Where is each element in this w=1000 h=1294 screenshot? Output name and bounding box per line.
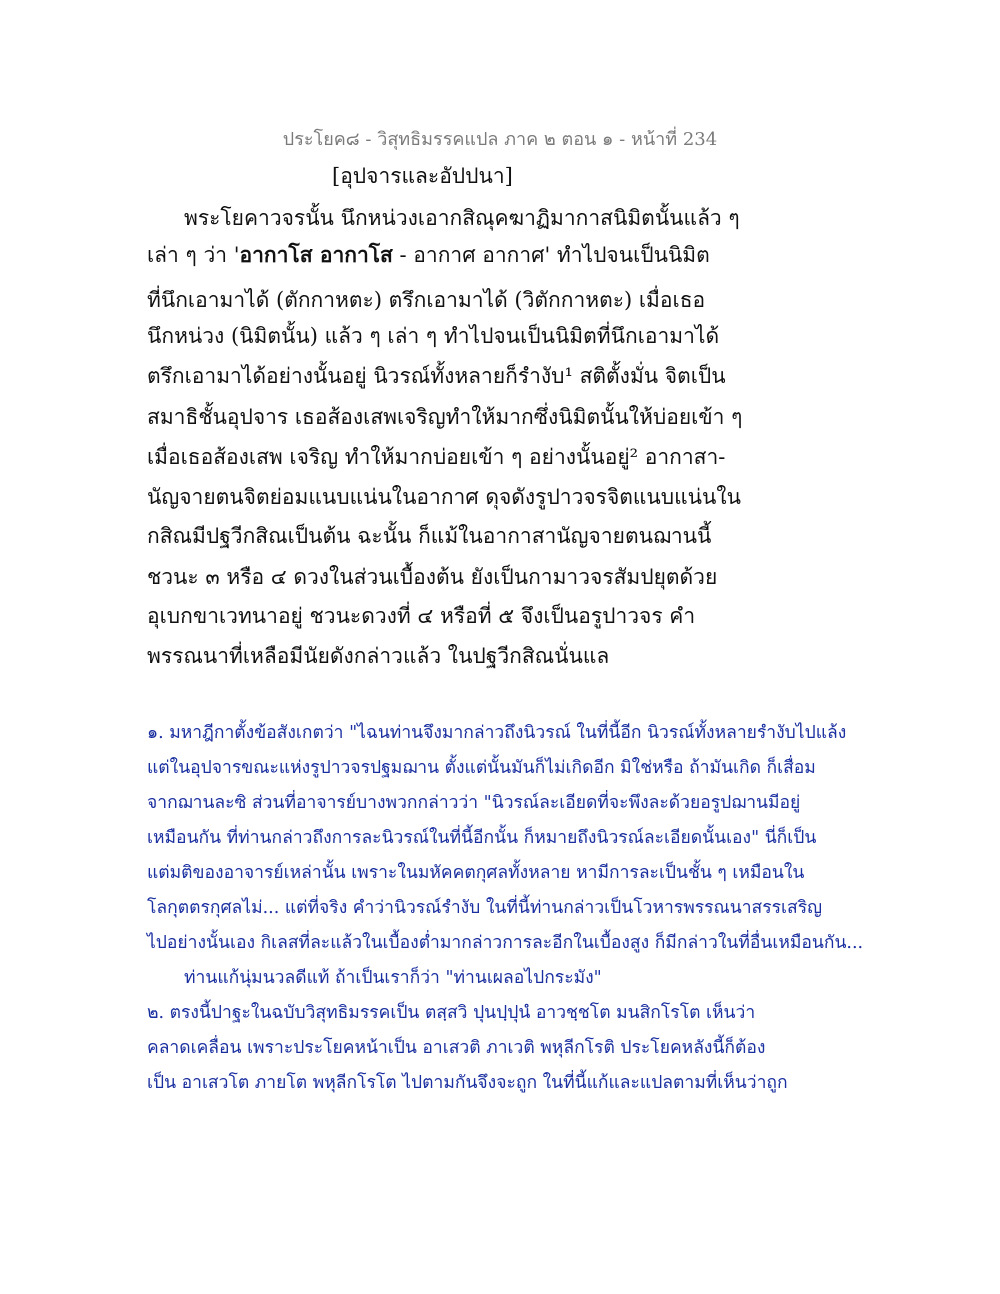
body-line: นัญจายตนจิตย่อมแนบแน่นในอากาศ ดุจดังรูปาวจรจิตแนบแน่นใน xyxy=(147,485,741,509)
body-text: เล่า ๆ ว่า ' xyxy=(147,243,240,267)
body-line: อุเบกขาเวทนาอยู่ ชวนะดวงที่ ๔ หรือที่ ๕ จึงเป็นอรูปาวจร คำ xyxy=(147,604,696,628)
page-header: ประโยค๘ - วิสุทธิมรรคแปล ภาค ๒ ตอน ๑ - หน้าที่ 234 xyxy=(282,129,718,150)
footnote-line: ท่านแก้นุ่มนวลดีแท้ ถ้าเป็นเราก็ว่า "ท่านเผลอไปกระมัง" xyxy=(184,968,602,988)
body-line: นึกหน่วง (นิมิตนั้น) แล้ว ๆ เล่า ๆ ทำไปจนเป็นนิมิตที่นึกเอามาได้ xyxy=(147,324,720,348)
footnote-line: คลาดเคลื่อน เพราะประโยคหน้าเป็น อาเสวติ ภาเวติ พหุลีกโรติ ประโยคหลังนี้ก็ต้อง xyxy=(147,1038,766,1058)
body-line: พรรณนาที่เหลือมีนัยดังกล่าวแล้ว ในปฐวีกสิณนั่นแล xyxy=(147,644,610,668)
footnote-line: แต่ในอุปจารขณะแห่งรูปาวจรปฐมฌาน ตั้งแต่นั้นมันก็ไม่เกิดอีก มิใช่หรือ ถ้ามันเกิด ก็เสื่อม xyxy=(147,758,816,778)
body-line: ตรึกเอามาได้อย่างนั้นอยู่ นิวรณ์ทั้งหลายก็รำงับ¹ สติตั้งมั่น จิตเป็น xyxy=(147,364,726,388)
footnote-line: เป็น อาเสวโต ภายโต พหุลีกโรโต ไปตามกันจึงจะถูก ในที่นี้แก้และแปลตามที่เห็นว่าถูก xyxy=(147,1073,788,1093)
footnote-line: จากฌานละซิ ส่วนที่อาจารย์บางพวกกล่าวว่า "นิวรณ์ละเอียดที่จะพึงละด้วยอรูปฌานมีอยู่ xyxy=(147,793,801,813)
body-line: ชวนะ ๓ หรือ ๔ ดวงในส่วนเบื้องต้น ยังเป็นกามาวจรสัมปยุตด้วย xyxy=(147,565,718,589)
footnote-line: แต่มติของอาจารย์เหล่านั้น เพราะในมหัคคตกุศลทั้งหลาย หามีการละเป็นชั้น ๆ เหมือนใน xyxy=(147,863,805,883)
body-line: กสิณมีปฐวีกสิณเป็นต้น ฉะนั้น ก็แม้ในอากาสานัญจายตนฌานนี้ xyxy=(147,524,712,548)
footnote-line: ๒. ตรงนี้ปาฐะในฉบับวิสุทธิมรรคเป็น ตสฺสวิ ปุนปฺปุนํ อาวชฺชโต มนสิกโรโต เห็นว่า xyxy=(147,1003,756,1023)
body-text: - อากาศ อากาศ' ทำไปจนเป็นนิมิต xyxy=(392,243,710,267)
section-title: [อุปจารและอัปปนา] xyxy=(332,164,513,188)
bold-pali-term: อากาโส อากาโส xyxy=(239,242,393,267)
footnote-line: ๑. มหาฎีกาตั้งข้อสังเกตว่า "ไฉนท่านจึงมากล่าวถึงนิวรณ์ ในที่นี้อีก นิวรณ์ทั้งหลายรำงับไปแล้ง xyxy=(147,723,847,743)
body-line: ที่นึกเอามาได้ (ตักกาหตะ) ตรึกเอามาได้ (วิตักกาหตะ) เมื่อเธอ xyxy=(147,288,706,312)
body-line xyxy=(147,239,710,272)
footnote-line: ไปอย่างนั้นเอง กิเลสที่ละแล้วในเบื้องต่ำมากล่าวการละอีกในเบื้องสูง ก็มีกล่าวในที่อื่นเหมือนกัน... xyxy=(147,933,864,953)
body-line: สมาธิชั้นอุปจาร เธอส้องเสพเจริญทำให้มากซึ่งนิมิตนั้นให้บ่อยเข้า ๆ xyxy=(147,405,743,429)
footnote-line: โลกุตตรกุศลไม่... แต่ที่จริง คำว่านิวรณ์รำงับ ในที่นี้ท่านกล่าวเป็นโวหารพรรณนาสรรเสริญ xyxy=(147,898,823,918)
body-line: เมื่อเธอส้องเสพ เจริญ ทำให้มากบ่อยเข้า ๆ อย่างนั้นอยู่² อากาสา- xyxy=(147,445,726,469)
body-line: พระโยคาวจรนั้น นึกหน่วงเอากสิณุคฆาฏิมากาสนิมิตนั้นแล้ว ๆ xyxy=(184,206,740,230)
footnote-line: เหมือนกัน ที่ท่านกล่าวถึงการละนิวรณ์ในที่นี้อีกนั้น ก็หมายถึงนิวรณ์ละเอียดนั้นเอง" นี่ก็เป็น xyxy=(147,828,817,848)
